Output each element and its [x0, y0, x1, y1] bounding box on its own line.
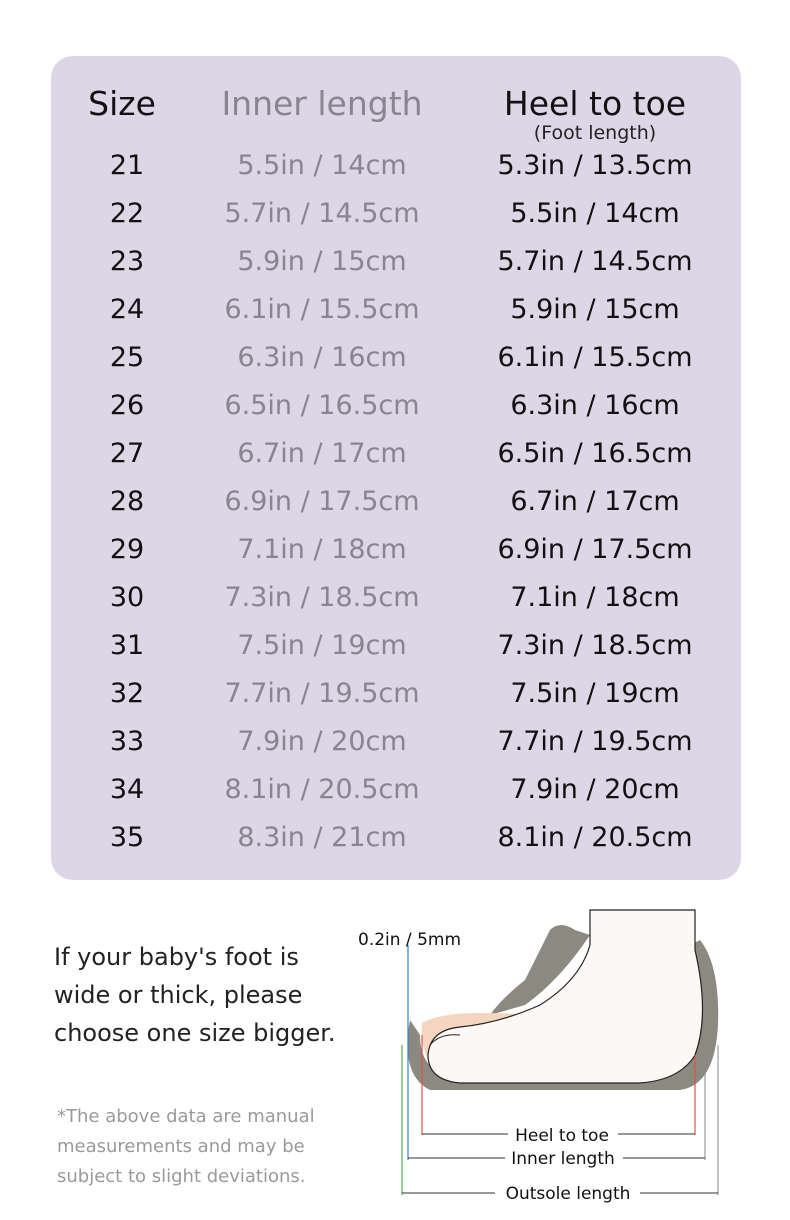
outsole-length-label: Outsole length	[505, 1184, 631, 1204]
table-row	[0, 718, 790, 766]
header-foot-length-subtitle: (Foot length)	[533, 122, 657, 144]
inner-length-cell: 6.3in / 16cm	[237, 342, 407, 373]
heel-to-toe-cell: 5.7in / 14.5cm	[497, 246, 693, 277]
size-cell: 26	[109, 390, 145, 421]
inner-length-cell: 5.7in / 14.5cm	[224, 198, 420, 229]
inner-length-cell: 7.3in / 18.5cm	[224, 582, 420, 613]
inner-length-cell: 5.5in / 14cm	[237, 150, 407, 181]
heel-to-toe-cell: 7.7in / 19.5cm	[497, 726, 693, 757]
inner-length-cell: 7.7in / 19.5cm	[224, 678, 420, 709]
table-row	[0, 334, 790, 382]
table-row	[0, 286, 790, 334]
table-row	[0, 574, 790, 622]
heel-to-toe-cell: 6.5in / 16.5cm	[497, 438, 693, 469]
header-heel-to-toe: Heel to toe	[503, 84, 687, 123]
heel-to-toe-cell: 5.9in / 15cm	[510, 294, 680, 325]
inner-length-cell: 7.1in / 18cm	[237, 534, 407, 565]
inner-length-cell: 6.5in / 16.5cm	[224, 390, 420, 421]
table-row	[0, 478, 790, 526]
table-row	[0, 526, 790, 574]
heel-to-toe-cell: 6.3in / 16cm	[510, 390, 680, 421]
header-inner-length: Inner length	[221, 84, 423, 123]
advice-line: wide or thick, please	[54, 981, 303, 1009]
note-line: subject to slight deviations.	[57, 1166, 306, 1187]
heel-to-toe-cell: 7.5in / 19cm	[510, 678, 680, 709]
inner-length-label: Inner length	[511, 1149, 615, 1169]
table-row	[0, 766, 790, 814]
heel-to-toe-cell: 5.3in / 13.5cm	[497, 150, 693, 181]
inner-length-cell: 8.3in / 21cm	[237, 822, 407, 853]
shoe-measurement-diagram	[350, 905, 740, 1210]
heel-to-toe-label: Heel to toe	[515, 1126, 609, 1146]
size-cell: 28	[109, 486, 145, 517]
note-line: measurements and may be	[57, 1136, 305, 1157]
heel-to-toe-cell: 7.3in / 18.5cm	[497, 630, 693, 661]
inner-length-cell: 6.9in / 17.5cm	[224, 486, 420, 517]
size-cell: 24	[109, 294, 145, 325]
header-size: Size	[88, 84, 156, 123]
inner-length-cell: 6.7in / 17cm	[237, 438, 407, 469]
inner-length-cell: 7.5in / 19cm	[237, 630, 407, 661]
measurement-disclaimer	[57, 1102, 347, 1192]
size-cell: 23	[109, 246, 145, 277]
heel-to-toe-cell: 6.7in / 17cm	[510, 486, 680, 517]
inner-length-cell: 8.1in / 20.5cm	[224, 774, 420, 805]
size-cell: 31	[109, 630, 145, 661]
heel-to-toe-cell: 7.1in / 18cm	[510, 582, 680, 613]
note-line: *The above data are manual	[57, 1106, 315, 1127]
table-row	[0, 622, 790, 670]
size-cell: 21	[109, 150, 145, 181]
table-row	[0, 190, 790, 238]
heel-to-toe-cell: 8.1in / 20.5cm	[497, 822, 693, 853]
inner-length-cell: 7.9in / 20cm	[237, 726, 407, 757]
heel-to-toe-cell: 6.1in / 15.5cm	[497, 342, 693, 373]
inner-length-cell: 5.9in / 15cm	[237, 246, 407, 277]
gap-label: 0.2in / 5mm	[358, 930, 462, 950]
size-cell: 32	[109, 678, 145, 709]
size-cell: 33	[109, 726, 145, 757]
table-row	[0, 670, 790, 718]
table-row	[0, 142, 790, 190]
heel-to-toe-cell: 6.9in / 17.5cm	[497, 534, 693, 565]
size-cell: 30	[109, 582, 145, 613]
advice-line: choose one size bigger.	[54, 1019, 336, 1047]
size-cell: 35	[109, 822, 145, 853]
table-row	[0, 382, 790, 430]
table-row	[0, 814, 790, 862]
size-cell: 22	[109, 198, 145, 229]
sizing-advice	[54, 938, 374, 1052]
heel-to-toe-cell: 5.5in / 14cm	[510, 198, 680, 229]
size-cell: 29	[109, 534, 145, 565]
heel-to-toe-cell: 7.9in / 20cm	[510, 774, 680, 805]
size-cell: 27	[109, 438, 145, 469]
table-row	[0, 430, 790, 478]
advice-line: If your baby's foot is	[54, 943, 299, 971]
size-cell: 25	[109, 342, 145, 373]
table-row	[0, 238, 790, 286]
inner-length-cell: 6.1in / 15.5cm	[224, 294, 420, 325]
size-cell: 34	[109, 774, 145, 805]
